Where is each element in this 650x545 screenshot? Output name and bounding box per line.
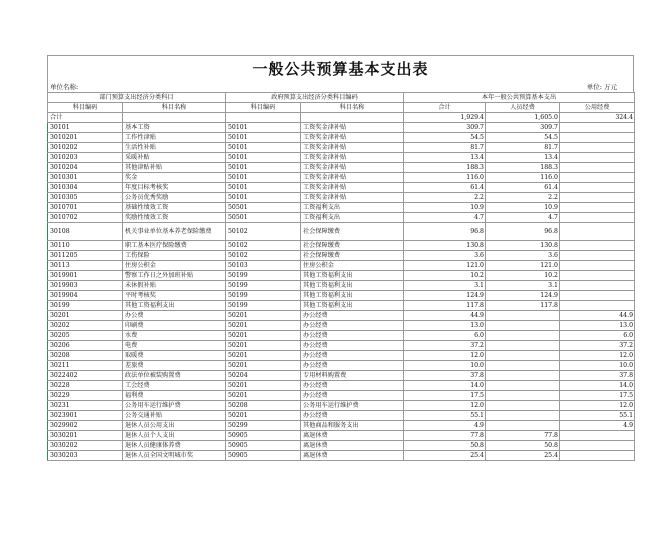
table-row [48, 431, 635, 441]
cell-gov-name: 工资奖金津补贴 [301, 143, 404, 153]
cell-code: 3010202 [48, 143, 123, 153]
cell-gov-code: 50199 [226, 291, 301, 301]
table-row [48, 351, 635, 361]
table-row [48, 421, 635, 431]
cell-code: 30201 [48, 311, 123, 321]
header-gov-name: 科目名称 [301, 103, 404, 113]
cell-name: 奖金 [123, 173, 226, 183]
table-row [48, 391, 635, 401]
cell-empty [301, 113, 404, 123]
cell-gov-name: 其他工资福利支出 [301, 271, 404, 281]
total-public: 324.4 [560, 113, 635, 123]
cell-public [560, 261, 635, 271]
table-row [48, 371, 635, 381]
cell-gov-code: 50201 [226, 331, 301, 341]
cell-total: 96.8 [404, 223, 486, 241]
cell-code: 30113 [48, 261, 123, 271]
cell-name: 职工基本医疗保险缴费 [123, 241, 226, 251]
cell-code: 3011205 [48, 251, 123, 261]
cell-personnel: 309.7 [486, 123, 560, 133]
cell-public [560, 183, 635, 193]
cell-gov-name: 住房公积金 [301, 261, 404, 271]
header-dept-group: 部门预算支出经济分类科目 [48, 93, 226, 103]
cell-code: 3019901 [48, 271, 123, 281]
cell-personnel: 77.8 [486, 431, 560, 441]
cell-code: 30110 [48, 241, 123, 251]
cell-public [560, 251, 635, 261]
cell-personnel: 130.8 [486, 241, 560, 251]
cell-code: 3010201 [48, 133, 123, 143]
cell-name: 奖励性绩效工资 [123, 213, 226, 223]
cell-total: 37.2 [404, 341, 486, 351]
cell-personnel [486, 331, 560, 341]
cell-personnel: 4.7 [486, 213, 560, 223]
header-personnel: 人员经费 [486, 103, 560, 113]
cell-gov-name: 社会保障缴费 [301, 241, 404, 251]
cell-name: 基本工资 [123, 123, 226, 133]
cell-total: 3.6 [404, 251, 486, 261]
cell-public [560, 301, 635, 311]
table-row [48, 163, 635, 173]
cell-gov-code: 50101 [226, 173, 301, 183]
cell-total: 25.4 [404, 451, 486, 461]
cell-total: 12.0 [404, 351, 486, 361]
table-row [48, 251, 635, 261]
cell-total: 50.8 [404, 441, 486, 451]
cell-gov-code: 50103 [226, 261, 301, 271]
cell-total: 309.7 [404, 123, 486, 133]
cell-total: 121.0 [404, 261, 486, 271]
total-personnel: 1,605.0 [486, 113, 560, 123]
cell-code: 3030203 [48, 451, 123, 461]
cell-gov-name: 社会保障缴费 [301, 251, 404, 261]
cell-name: 工作性津贴 [123, 133, 226, 143]
cell-code: 30229 [48, 391, 123, 401]
cell-gov-name: 工资奖金津补贴 [301, 133, 404, 143]
cell-total: 2.2 [404, 193, 486, 203]
cell-personnel [486, 311, 560, 321]
cell-code: 30199 [48, 301, 123, 311]
cell-gov-code: 50905 [226, 431, 301, 441]
table-row [48, 223, 635, 241]
cell-personnel [486, 391, 560, 401]
cell-personnel: 10.9 [486, 203, 560, 213]
cell-name: 退休人员全国文明城市奖 [123, 451, 226, 461]
cell-gov-code: 50102 [226, 241, 301, 251]
cell-total: 14.0 [404, 381, 486, 391]
cell-public: 12.0 [560, 401, 635, 411]
table-row [48, 281, 635, 291]
cell-code: 30231 [48, 401, 123, 411]
cell-total: 10.9 [404, 203, 486, 213]
cell-total: 4.9 [404, 421, 486, 431]
cell-personnel: 116.0 [486, 173, 560, 183]
cell-gov-name: 办公经费 [301, 311, 404, 321]
cell-gov-code: 50208 [226, 401, 301, 411]
table-row [48, 441, 635, 451]
table-row [48, 123, 635, 133]
cell-total: 188.3 [404, 163, 486, 173]
cell-gov-name: 其他工资福利支出 [301, 281, 404, 291]
cell-gov-code: 50199 [226, 271, 301, 281]
cell-name: 生活性补贴 [123, 143, 226, 153]
table-row [48, 321, 635, 331]
budget-sheet [47, 55, 634, 461]
header-total: 合计 [404, 103, 486, 113]
cell-gov-name: 工资奖金津补贴 [301, 123, 404, 133]
cell-gov-name: 社会保障缴费 [301, 223, 404, 241]
cell-name: 办公费 [123, 311, 226, 321]
cell-public [560, 163, 635, 173]
cell-name: 差旅费 [123, 361, 226, 371]
cell-personnel: 25.4 [486, 451, 560, 461]
cell-code: 30205 [48, 331, 123, 341]
cell-gov-code: 50201 [226, 311, 301, 321]
cell-code: 30228 [48, 381, 123, 391]
cell-total: 37.8 [404, 371, 486, 381]
cell-gov-name: 办公经费 [301, 331, 404, 341]
unit-line [47, 82, 634, 92]
cell-total: 116.0 [404, 173, 486, 183]
cell-gov-code: 50204 [226, 371, 301, 381]
header-column-row [48, 103, 635, 113]
table-row [48, 331, 635, 341]
table-row [48, 213, 635, 223]
cell-gov-code: 50101 [226, 143, 301, 153]
cell-total: 77.8 [404, 431, 486, 441]
cell-personnel: 124.9 [486, 291, 560, 301]
table-row [48, 361, 635, 371]
cell-name: 公务交通补贴 [123, 411, 226, 421]
total-amount: 1,929.4 [404, 113, 486, 123]
cell-total: 117.8 [404, 301, 486, 311]
cell-public [560, 271, 635, 281]
cell-personnel: 50.8 [486, 441, 560, 451]
cell-gov-code: 50199 [226, 301, 301, 311]
cell-name: 未休假补贴 [123, 281, 226, 291]
cell-total: 3.1 [404, 281, 486, 291]
cell-code: 30101 [48, 123, 123, 133]
table-row [48, 173, 635, 183]
cell-total: 130.8 [404, 241, 486, 251]
cell-gov-name: 工资奖金津补贴 [301, 173, 404, 183]
cell-personnel: 54.5 [486, 133, 560, 143]
cell-total: 12.0 [404, 401, 486, 411]
cell-gov-code: 50299 [226, 421, 301, 431]
cell-name: 电费 [123, 341, 226, 351]
cell-code: 3010305 [48, 193, 123, 203]
cell-gov-name: 办公经费 [301, 321, 404, 331]
cell-personnel: 3.1 [486, 281, 560, 291]
cell-personnel [486, 321, 560, 331]
cell-code: 3010702 [48, 213, 123, 223]
cell-code: 30206 [48, 341, 123, 351]
cell-personnel: 81.7 [486, 143, 560, 153]
cell-gov-code: 50201 [226, 361, 301, 371]
cell-gov-code: 50201 [226, 321, 301, 331]
cell-public [560, 281, 635, 291]
cell-personnel: 121.0 [486, 261, 560, 271]
cell-gov-code: 50905 [226, 451, 301, 461]
cell-public [560, 441, 635, 451]
table-row [48, 203, 635, 213]
cell-gov-code: 50101 [226, 133, 301, 143]
cell-code: 3029902 [48, 421, 123, 431]
table-row [48, 311, 635, 321]
cell-gov-name: 离退休费 [301, 451, 404, 461]
header-gov-group: 政府预算支出经济分类科目编码 [226, 93, 404, 103]
cell-name: 工伤保险 [123, 251, 226, 261]
cell-gov-name: 办公经费 [301, 391, 404, 401]
cell-code: 30211 [48, 361, 123, 371]
cell-gov-name: 公务用车运行维护费 [301, 401, 404, 411]
cell-personnel: 61.4 [486, 183, 560, 193]
cell-gov-name: 工资福利支出 [301, 203, 404, 213]
cell-public: 37.8 [560, 371, 635, 381]
cell-public [560, 143, 635, 153]
cell-personnel: 117.8 [486, 301, 560, 311]
table-row [48, 291, 635, 301]
cell-personnel: 10.2 [486, 271, 560, 281]
cell-public: 17.5 [560, 391, 635, 401]
cell-gov-name: 办公经费 [301, 361, 404, 371]
cell-public: 12.0 [560, 351, 635, 361]
cell-name: 机关事业单位基本养老保险缴费 [123, 223, 226, 241]
cell-gov-name: 办公经费 [301, 341, 404, 351]
cell-gov-code: 50201 [226, 391, 301, 401]
cell-personnel: 96.8 [486, 223, 560, 241]
cell-gov-name: 其他商品和服务支出 [301, 421, 404, 431]
unit-name-label: 单位名称: [50, 83, 79, 91]
cell-gov-name: 办公经费 [301, 381, 404, 391]
cell-gov-code: 50101 [226, 183, 301, 193]
page-title: 一般公共预算基本支出表 [47, 55, 634, 82]
cell-code: 3010203 [48, 153, 123, 163]
cell-total: 4.7 [404, 213, 486, 223]
table-row [48, 183, 635, 193]
cell-name: 其他津贴补贴 [123, 163, 226, 173]
table-row [48, 411, 635, 421]
cell-code: 3010301 [48, 173, 123, 183]
cell-gov-name: 工资奖金津补贴 [301, 153, 404, 163]
cell-gov-name: 工资奖金津补贴 [301, 193, 404, 203]
cell-total: 17.5 [404, 391, 486, 401]
total-label: 合计 [48, 113, 123, 123]
cell-name: 住房公积金 [123, 261, 226, 271]
cell-gov-name: 离退休费 [301, 441, 404, 451]
cell-public [560, 193, 635, 203]
cell-public: 44.9 [560, 311, 635, 321]
cell-code: 3019904 [48, 291, 123, 301]
cell-gov-name: 离退休费 [301, 431, 404, 441]
cell-code: 3030201 [48, 431, 123, 441]
cell-public: 6.0 [560, 331, 635, 341]
cell-personnel [486, 341, 560, 351]
cell-gov-name: 其他工资福利支出 [301, 291, 404, 301]
cell-code: 3023901 [48, 411, 123, 421]
cell-name: 其他工资福利支出 [123, 301, 226, 311]
cell-name: 平时考核奖 [123, 291, 226, 301]
cell-total: 55.1 [404, 411, 486, 421]
unit-currency-label: 单位: 万元 [586, 83, 617, 91]
cell-name: 年度目标考核奖 [123, 183, 226, 193]
cell-name: 警察工作日之外加班补贴 [123, 271, 226, 281]
cell-gov-code: 50201 [226, 341, 301, 351]
table-row [48, 143, 635, 153]
cell-name: 退休人员公用支出 [123, 421, 226, 431]
table-row [48, 401, 635, 411]
cell-name: 基础性绩效工资 [123, 203, 226, 213]
cell-name: 取暖费 [123, 351, 226, 361]
cell-personnel: 13.4 [486, 153, 560, 163]
cell-gov-name: 专用材料购置费 [301, 371, 404, 381]
table-row [48, 153, 635, 163]
cell-public: 55.1 [560, 411, 635, 421]
cell-public [560, 213, 635, 223]
cell-gov-code: 50905 [226, 441, 301, 451]
table-row [48, 451, 635, 461]
cell-total: 81.7 [404, 143, 486, 153]
cell-public [560, 451, 635, 461]
cell-code: 3010304 [48, 183, 123, 193]
cell-public: 13.0 [560, 321, 635, 331]
cell-gov-code: 50102 [226, 251, 301, 261]
cell-public [560, 291, 635, 301]
cell-public: 14.0 [560, 381, 635, 391]
cell-total: 6.0 [404, 331, 486, 341]
table-row [48, 381, 635, 391]
cell-public [560, 153, 635, 163]
cell-personnel [486, 361, 560, 371]
header-name: 科目名称 [123, 103, 226, 113]
cell-code: 3030202 [48, 441, 123, 451]
cell-name: 采暖补贴 [123, 153, 226, 163]
cell-code: 3022402 [48, 371, 123, 381]
cell-name: 政法单位被装购置费 [123, 371, 226, 381]
cell-gov-code: 50101 [226, 153, 301, 163]
header-public: 公用经费 [560, 103, 635, 113]
table-row [48, 341, 635, 351]
cell-personnel [486, 411, 560, 421]
cell-public [560, 173, 635, 183]
cell-gov-name: 办公经费 [301, 351, 404, 361]
cell-code: 3019903 [48, 281, 123, 291]
cell-name: 公务用车运行维护费 [123, 401, 226, 411]
cell-gov-code: 50199 [226, 281, 301, 291]
table-row [48, 301, 635, 311]
cell-name: 退休人员个人支出 [123, 431, 226, 441]
cell-personnel: 2.2 [486, 193, 560, 203]
cell-gov-code: 50102 [226, 223, 301, 241]
table-row [48, 261, 635, 271]
cell-public [560, 431, 635, 441]
cell-total: 10.0 [404, 361, 486, 371]
cell-public [560, 223, 635, 241]
cell-total: 124.9 [404, 291, 486, 301]
cell-public [560, 203, 635, 213]
cell-code: 3010701 [48, 203, 123, 213]
cell-gov-code: 50201 [226, 381, 301, 391]
cell-gov-code: 50101 [226, 123, 301, 133]
cell-personnel: 188.3 [486, 163, 560, 173]
cell-public [560, 133, 635, 143]
cell-gov-name: 其他工资福利支出 [301, 301, 404, 311]
header-code: 科目编码 [48, 103, 123, 113]
table-row [48, 193, 635, 203]
table-row [48, 271, 635, 281]
cell-gov-code: 50201 [226, 411, 301, 421]
cell-public [560, 123, 635, 133]
cell-public: 4.9 [560, 421, 635, 431]
cell-name: 水费 [123, 331, 226, 341]
cell-personnel [486, 371, 560, 381]
cell-personnel [486, 351, 560, 361]
budget-table [47, 92, 635, 461]
cell-gov-name: 办公经费 [301, 411, 404, 421]
cell-personnel [486, 401, 560, 411]
cell-gov-code: 50101 [226, 163, 301, 173]
cell-public [560, 241, 635, 251]
cell-gov-code: 50101 [226, 193, 301, 203]
cell-public: 10.0 [560, 361, 635, 371]
cell-personnel [486, 381, 560, 391]
table-row [48, 241, 635, 251]
total-row [48, 113, 635, 123]
cell-total: 61.4 [404, 183, 486, 193]
cell-gov-code: 50201 [226, 351, 301, 361]
cell-gov-code: 50501 [226, 203, 301, 213]
cell-total: 54.5 [404, 133, 486, 143]
cell-name: 公务员优秀奖励 [123, 193, 226, 203]
header-group-row [48, 93, 635, 103]
cell-gov-name: 工资福利支出 [301, 213, 404, 223]
cell-total: 44.9 [404, 311, 486, 321]
cell-code: 30208 [48, 351, 123, 361]
cell-name: 印刷费 [123, 321, 226, 331]
cell-personnel: 3.6 [486, 251, 560, 261]
cell-name: 工会经费 [123, 381, 226, 391]
cell-public: 37.2 [560, 341, 635, 351]
cell-total: 10.2 [404, 271, 486, 281]
cell-code: 30108 [48, 223, 123, 241]
header-gov-code: 科目编码 [226, 103, 301, 113]
header-year-group: 本年一般公共预算基本支出 [404, 93, 635, 103]
cell-total: 13.4 [404, 153, 486, 163]
cell-gov-name: 工资奖金津补贴 [301, 183, 404, 193]
cell-code: 30202 [48, 321, 123, 331]
cell-code: 3010204 [48, 163, 123, 173]
cell-gov-name: 工资奖金津补贴 [301, 163, 404, 173]
cell-empty [123, 113, 226, 123]
cell-gov-code: 50501 [226, 213, 301, 223]
cell-name: 退休人员健康体养费 [123, 441, 226, 451]
cell-personnel [486, 421, 560, 431]
cell-name: 福利费 [123, 391, 226, 401]
table-row [48, 133, 635, 143]
cell-total: 13.0 [404, 321, 486, 331]
cell-empty [226, 113, 301, 123]
